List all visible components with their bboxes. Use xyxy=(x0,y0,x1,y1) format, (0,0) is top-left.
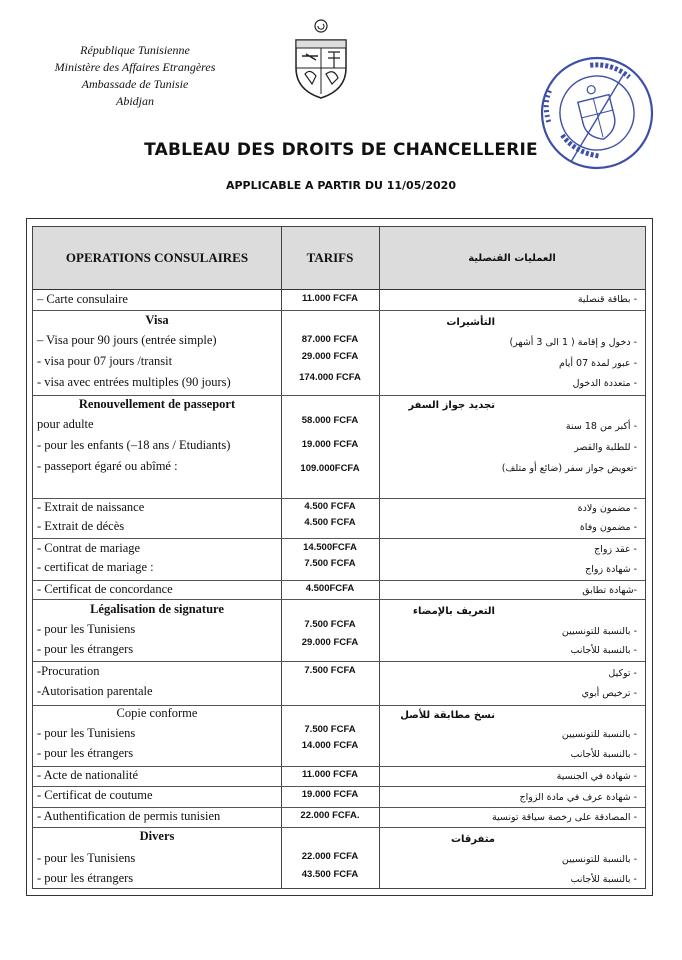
row-tarif: 7.500 FCFA xyxy=(304,724,356,735)
row-ar: - عقد زواج xyxy=(594,544,637,555)
row-ar: - بالنسبة للأجانب xyxy=(570,749,637,760)
row-tarif: 4.500 FCFA xyxy=(304,517,356,528)
row-ar: - بالنسبة للتونسيين xyxy=(561,626,637,637)
row-fr: - Extrait de naissance xyxy=(37,500,145,514)
row-tarif: 29.000 FCFA xyxy=(301,351,359,362)
row-fr: - pour les enfants (–18 ans / Etudiants) xyxy=(37,438,231,452)
col-header-operations: OPERATIONS CONSULAIRES xyxy=(65,250,249,265)
row-tarif: 7.500 FCFA xyxy=(304,665,356,676)
row-ar: -شهادة تطابق xyxy=(582,585,637,596)
row-fr: - Authentification de permis tunisien xyxy=(37,809,221,823)
row-tarif: 7.500 FCFA xyxy=(304,558,356,569)
row-tarif: 43.500 FCFA xyxy=(301,869,359,880)
row-fr: – Carte consulaire xyxy=(37,292,128,306)
issuer-country: République Tunisienne xyxy=(80,43,190,57)
row-ar: - متعددة الدخول xyxy=(572,378,637,389)
row-tarif: 11.000 FCFA xyxy=(302,769,358,780)
issuer-city: Abidjan xyxy=(116,94,154,108)
section-heading-fr: Divers xyxy=(139,829,175,843)
row-tarif: 7.500 FCFA xyxy=(304,619,356,630)
row-ar: - بالنسبة للتونسيين xyxy=(561,854,637,865)
row-fr: - certificat de mariage : xyxy=(37,560,154,574)
section-heading-fr: Légalisation de signature xyxy=(90,602,224,616)
row-fr: - pour les étrangers xyxy=(37,746,134,760)
row-fr: -Procuration xyxy=(37,664,100,678)
row-ar: - شهادة في الجنسية xyxy=(556,771,637,782)
row-ar: - شهادة عرف في مادة الزواج xyxy=(519,792,637,803)
row-fr: - pour les Tunisiens xyxy=(37,726,136,740)
row-ar: - دخول و إقامة ( 1 الى 3 أشهر) xyxy=(509,337,637,348)
row-fr: – Visa pour 90 jours (entrée simple) xyxy=(37,333,217,347)
issuer-embassy: Ambassade de Tunisie xyxy=(81,77,189,91)
section-heading-ar: التأشيرات xyxy=(446,317,495,328)
issuer-block xyxy=(20,42,250,110)
coat-of-arms-icon xyxy=(290,18,352,100)
row-ar: -تعويض جواز سفر (ضائع أو متلف) xyxy=(501,463,637,474)
section-heading-ar: التعريف بالإمضاء xyxy=(412,606,495,617)
row-fr: - pour les étrangers xyxy=(37,642,134,656)
row-tarif: 4.500FCFA xyxy=(305,583,355,594)
row-fr: - Certificat de concordance xyxy=(37,582,173,596)
row-tarif: 174.000 FCFA xyxy=(299,372,361,383)
row-fr: - visa pour 07 jours /transit xyxy=(37,354,173,368)
row-ar: - للطلبة والقصر xyxy=(574,442,637,453)
section-heading-ar: نسخ مطابقة للأصل xyxy=(400,710,495,721)
row-tarif: 22.000 FCFA. xyxy=(300,810,360,821)
row-ar: - توكيل xyxy=(608,668,637,679)
row-tarif: 11.000 FCFA xyxy=(302,293,358,304)
row-fr: - passeport égaré ou abîmé : xyxy=(37,459,178,473)
row-fr: - Acte de nationalité xyxy=(37,768,139,782)
row-ar: - أكبر من 18 سنة xyxy=(565,421,637,432)
row-fr: pour adulte xyxy=(37,417,94,431)
row-fr: - pour les étrangers xyxy=(37,871,134,885)
section-heading-fr: Renouvellement de passeport xyxy=(78,397,236,411)
section-heading-ar: متفرقات xyxy=(450,834,495,845)
row-fr: - pour les Tunisiens xyxy=(37,622,136,636)
section-heading-fr: Visa xyxy=(145,313,169,327)
row-tarif: 87.000 FCFA xyxy=(301,334,359,345)
row-tarif: 109.000FCFA xyxy=(300,463,360,474)
row-tarif: 22.000 FCFA xyxy=(301,851,359,862)
row-tarif: 14.500FCFA xyxy=(303,542,357,553)
row-ar: - ترخيص أبوي xyxy=(581,688,637,699)
col-header-tarifs: TARIFS xyxy=(306,250,354,265)
row-fr: - visa avec entrées multiples (90 jours) xyxy=(37,375,231,389)
row-ar: - بالنسبة للأجانب xyxy=(570,645,637,656)
row-ar: - شهادة زواج xyxy=(585,564,637,575)
fees-table xyxy=(32,226,646,889)
row-tarif: 19.000 FCFA xyxy=(301,789,359,800)
row-tarif: 4.500 FCFA xyxy=(304,501,356,512)
col-header-arabic: العمليات القنصلية xyxy=(468,252,556,264)
row-ar: - مضمون وفاة xyxy=(579,522,637,533)
row-fr: - Extrait de décès xyxy=(37,519,125,533)
section-heading-ar: تجديد جواز السفر xyxy=(408,400,495,411)
row-fr: - Contrat de mariage xyxy=(37,541,141,555)
row-tarif: 58.000 FCFA xyxy=(301,415,359,426)
row-fr: -Autorisation parentale xyxy=(37,684,153,698)
row-ar: - مضمون ولادة xyxy=(577,503,637,514)
row-tarif: 19.000 FCFA xyxy=(301,439,359,450)
row-ar: - بالنسبة للتونسيين xyxy=(561,729,637,740)
document-subtitle: APPLICABLE A PARTIR DU 11/05/2020 xyxy=(225,179,456,192)
section-heading-fr: Copie conforme xyxy=(116,706,198,720)
row-tarif: 29.000 FCFA xyxy=(301,637,359,648)
issuer-ministry: Ministère des Affaires Etrangères xyxy=(54,60,216,74)
row-ar: - بالنسبة للأجانب xyxy=(570,874,637,885)
row-ar: - عبور لمدة 07 أيام xyxy=(558,358,637,369)
row-ar: - بطاقة قنصلية xyxy=(577,294,637,305)
document-title: TABLEAU DES DROITS DE CHANCELLERIE xyxy=(144,140,538,160)
row-tarif: 14.000 FCFA xyxy=(301,740,359,751)
row-ar: - المصادقة على رخصة سياقة تونسية xyxy=(491,812,637,823)
row-fr: - Certificat de coutume xyxy=(37,788,153,802)
row-fr: - pour les Tunisiens xyxy=(37,851,136,865)
table-header xyxy=(33,227,645,290)
